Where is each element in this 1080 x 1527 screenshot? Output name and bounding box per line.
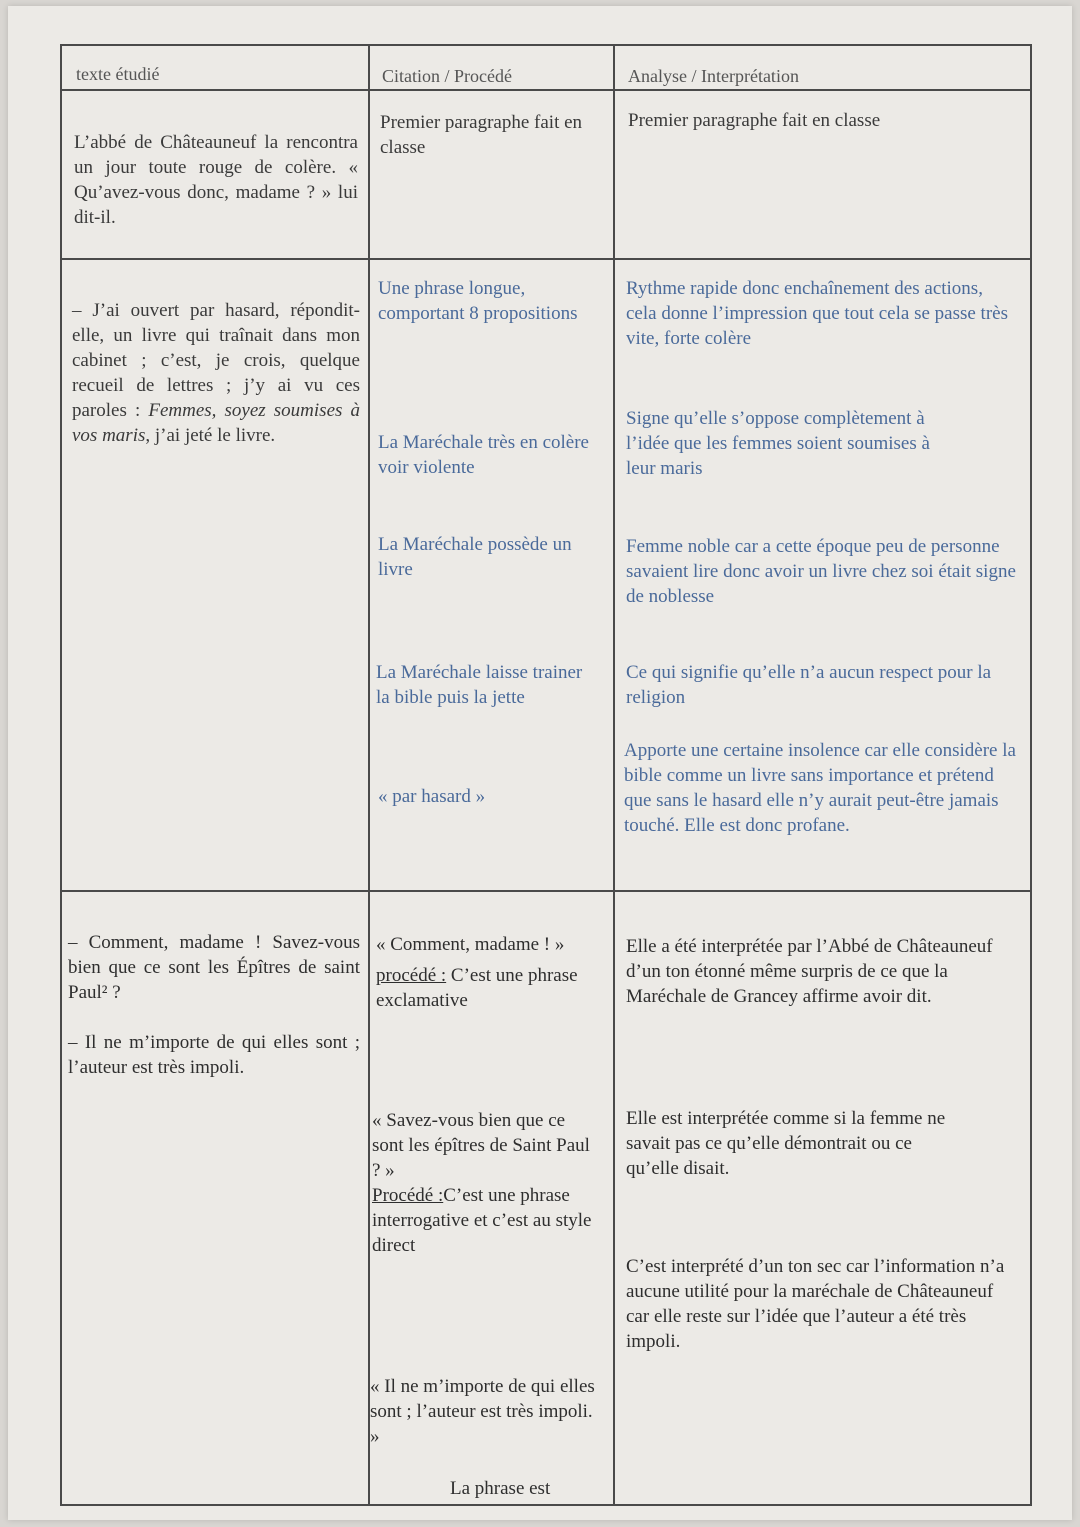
row2-citation-5: « par hasard » bbox=[378, 786, 486, 807]
row1-divider bbox=[62, 258, 1030, 260]
row3-procede-text-2: C’est une phrase interrogative et c’est au style direct bbox=[372, 1185, 592, 1256]
header-analyse-interpretation: Analyse / Interprétation bbox=[628, 66, 799, 86]
row3-analyse-3: C’est interprété d’un ton sec car l’information n’a aucune utilité pour la maréchale de Châteauneuf car elle reste sur l’idée que l’auteur a été très impoli. bbox=[626, 1256, 1005, 1352]
row2-texte-end: , j’ai jeté le livre. bbox=[145, 425, 276, 446]
column-divider-1 bbox=[368, 46, 370, 1504]
row3-citation-3: « Il ne m’importe de qui elles sont ; l’auteur est très impoli. » bbox=[370, 1376, 595, 1447]
row2-texte-italic: Femmes, soyez soumises à vos maris bbox=[72, 400, 360, 446]
analysis-table bbox=[60, 44, 1032, 1506]
row3-citation-2-procede bbox=[372, 1183, 598, 1258]
row3-procede-label-2: Procédé : bbox=[372, 1185, 444, 1206]
column-divider-2 bbox=[613, 46, 615, 1504]
row2-citation-4: La Maréchale laisse trainer la bible puis la jette bbox=[376, 662, 583, 708]
row3-analyse-2: Elle est interprétée comme si la femme ne savait pas ce qu’elle démontrait ou ce qu’elle disait. bbox=[626, 1108, 946, 1179]
row2-analyse-2: Signe qu’elle s’oppose complètement à l’idée que les femmes soient soumises à leur maris bbox=[626, 408, 930, 479]
row3-procede-label-1: procédé : bbox=[376, 965, 447, 986]
row2-analyse-4: Ce qui signifie qu’elle n’a aucun respect pour la religion bbox=[626, 662, 992, 708]
row3-texte-a: – Comment, madame ! Savez-vous bien que ce sont les Épîtres de saint Paul² ? bbox=[68, 932, 360, 1003]
row3-citation-1-procede bbox=[376, 963, 602, 1013]
row2-analyse-1: Rythme rapide donc enchaînement des actions, cela donne l’impression que tout cela se passe très vite, forte colère bbox=[626, 278, 1008, 349]
header-citation-procede: Citation / Procédé bbox=[382, 66, 512, 86]
row2-texte bbox=[72, 298, 360, 448]
header-divider bbox=[62, 89, 1030, 91]
row3-citation-1-quote: « Comment, madame ! » bbox=[376, 934, 565, 955]
row3-citation-1 bbox=[376, 932, 602, 1013]
worksheet-page bbox=[8, 6, 1072, 1520]
header-texte-etudie: texte étudié bbox=[76, 64, 160, 84]
row2-citation-1: Une phrase longue, comportant 8 propositions bbox=[378, 278, 578, 324]
row3-analyse-1: Elle a été interprétée par l’Abbé de Châteauneuf d’un ton étonné même surpris de ce que la Maréchale de Grancey affirme avoir dit. bbox=[626, 936, 993, 1007]
row1-citation: Premier paragraphe fait en classe bbox=[380, 112, 583, 158]
row3-citation-4: La phrase est bbox=[450, 1478, 551, 1499]
row3-texte-b: – Il ne m’importe de qui elles sont ; l’auteur est très impoli. bbox=[68, 1032, 360, 1078]
row1-texte: L’abbé de Châteauneuf la rencontra un jour toute rouge de colère. « Qu’avez-vous donc, madame ? » lui dit-il. bbox=[74, 132, 358, 228]
row3-procede-text-1: C’est une phrase exclamative bbox=[376, 965, 578, 1011]
row2-citation-3: La Maréchale possède un livre bbox=[378, 534, 572, 580]
row2-texte-start: – J’ai ouvert par hasard, répondit-elle, un livre qui traînait dans mon cabinet ; c’est, je crois, quelque recueil de lettres ; j’y ai vu ces paroles : bbox=[72, 300, 360, 421]
row2-analyse-5: Apporte une certaine insolence car elle considère la bible comme un livre sans importance et prétend que sans le hasard elle n’y aurait peut-être jamais touché. Elle est donc profane. bbox=[624, 740, 1016, 836]
row3-citation-2-quote: « Savez-vous bien que ce sont les épîtres de Saint Paul ? » bbox=[372, 1110, 590, 1181]
row2-analyse-3: Femme noble car a cette époque peu de personne savaient lire donc avoir un livre chez soi était signe de noblesse bbox=[626, 536, 1016, 607]
row1-analyse: Premier paragraphe fait en classe bbox=[628, 110, 881, 131]
row2-divider bbox=[62, 890, 1030, 892]
row2-citation-2: La Maréchale très en colère voir violente bbox=[378, 432, 589, 478]
row3-citation-2 bbox=[372, 1108, 598, 1258]
